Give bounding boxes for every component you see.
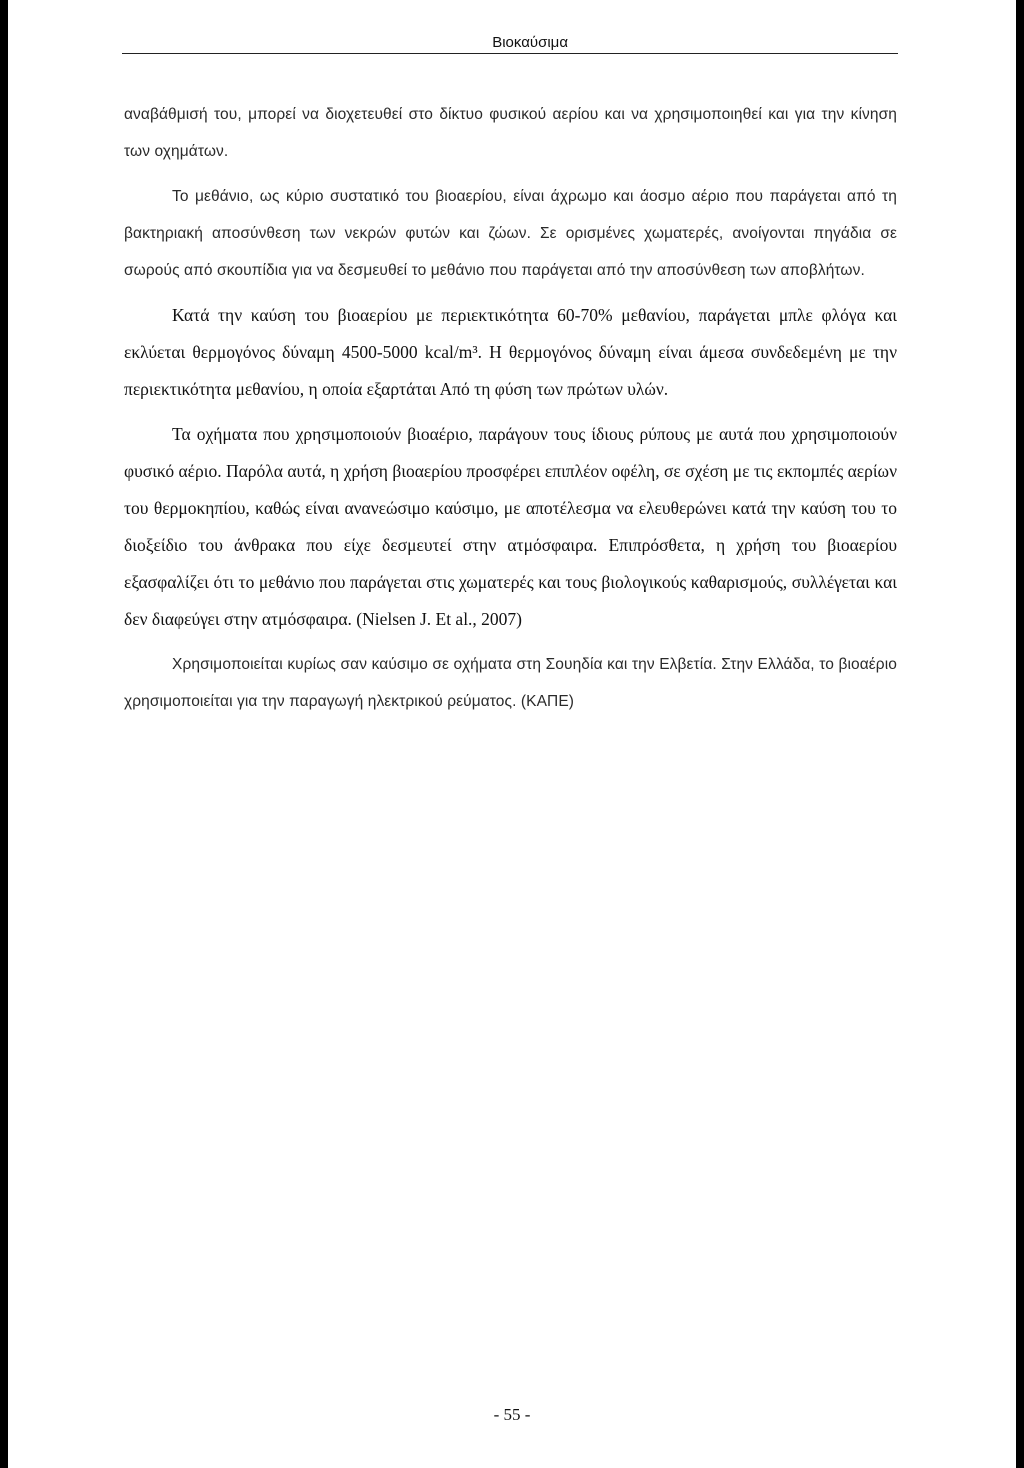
document-page: [8, 0, 1016, 1468]
body-text: [124, 96, 897, 720]
paragraph-3: Κατά την καύση του βιοαερίου με περιεκτικότητα 60-70% μεθανίου, παράγεται μπλε φλόγα και εκλύεται θερμογόνος δύναμη 4500-5000 kcal/m³. Η θερμογόνος δύναμη είναι άμεσα συνδεδεμένη με την περιεκτικότητα μεθανίου, η οποία εξαρτάται Από τη φύση των πρώτων υλών.: [124, 305, 897, 399]
paragraph-5: Χρησιμοποιείται κυρίως σαν καύσιμο σε οχήματα στη Σουηδία και την Ελβετία. Στην Ελλάδα, το βιοαέριο χρησιμοποιείται για την παραγωγή ηλεκτρικού ρεύματος. (ΚΑΠΕ): [124, 656, 897, 710]
paragraph-1: αναβάθμισή του, μπορεί να διοχετευθεί στο δίκτυο φυσικού αερίου και να χρησιμοποιηθεί και για την κίνηση των οχημάτων.: [124, 106, 897, 160]
page-number: - 55 -: [493, 1405, 531, 1424]
paragraph-4: Τα οχήματα που χρησιμοποιούν βιοαέριο, παράγουν τους ίδιους ρύπους με αυτά που χρησιμοποιούν φυσικό αέριο. Παρόλα αυτά, η χρήση βιοαερίου προσφέρει επιπλέον οφέλη, σε σχέση με τις εκπομπές αερίων του θερμοκηπίου, καθώς είναι ανανεώσιμο καύσιμο, με αποτέλεσμα να ελευθερώνει κατά την καύση του το διοξείδιο του άνθρακα που είχε δεσμευτεί στην ατμόσφαιρα. Επιπρόσθετα, η χρήση του βιοαερίου εξασφαλίζει ότι το μεθάνιο που παράγεται στις χωματερές και τους βιολογικούς καθαρισμούς, συλλέγεται και δεν διαφεύγει στην ατμόσφαιρα. (Nielsen J. Et al., 2007): [124, 424, 897, 629]
paragraph-2: Το μεθάνιο, ως κύριο συστατικό του βιοαερίου, είναι άχρωμο και άοσμο αέριο που παράγεται από τη βακτηριακή αποσύνθεση των νεκρών φυτών και ζώων. Σε ορισμένες χωματερές, ανοίγονται πηγάδια σε σωρούς από σκουπίδια για να δεσμευθεί το μεθάνιο που παράγεται από την αποσύνθεση των αποβλήτων.: [124, 188, 897, 279]
header-title: Βιοκαύσιμα: [492, 34, 568, 51]
running-header: [122, 34, 898, 54]
